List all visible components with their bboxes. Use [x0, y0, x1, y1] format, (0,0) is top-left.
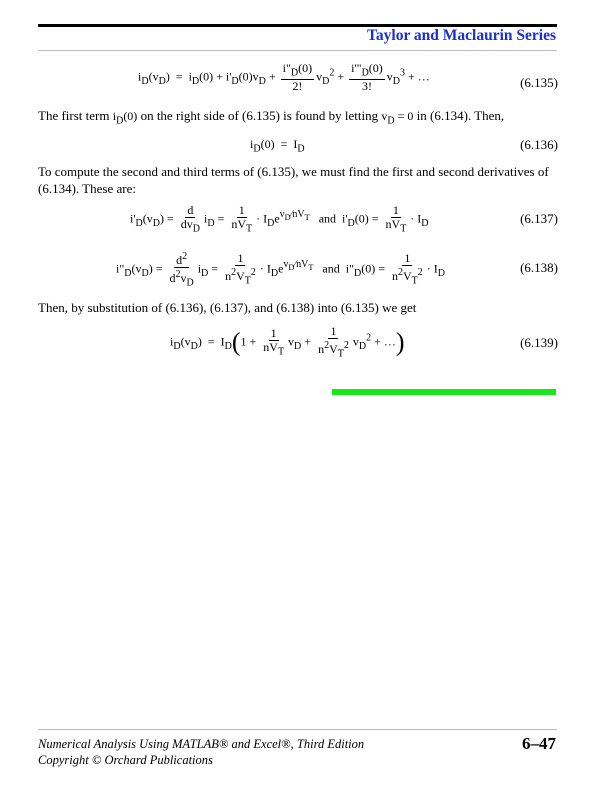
accent-bar [332, 389, 556, 395]
footer-copyright: Copyright © Orchard Publications [38, 753, 213, 767]
equation-number-6-138: (6.138) [520, 260, 558, 275]
equation-number-6-135: (6.135) [520, 75, 558, 90]
footer-divider [38, 729, 557, 730]
inline-math-iD0: $i_D(0)$ [112, 109, 138, 127]
paragraph-derivatives: To compute the second and third terms of (6.135), we must find the first and second derivatives of (6.134). These are: [38, 164, 549, 196]
equation-6-138: $i"_D(v_D)$ = $\frac{d^2}{d^2v_D}$ $i_D$ = $\frac{1}{n^2V_T^2}$ · $I_De^{v_D⁄nV_T}$ and $i"_D(0)$ = $\frac{1}{n^2V_T^2}$ · $I_D$ [116, 251, 445, 289]
and-word: and [322, 261, 340, 276]
page-header-title: Taylor and Maclaurin Series [366, 27, 556, 44]
paragraph-text: The first term [38, 108, 110, 123]
paragraph-text: in (6.134). Then, [416, 108, 505, 123]
paragraph-first-term [38, 107, 558, 129]
paragraph-text: on the right side of (6.135) is found by letting [140, 108, 379, 123]
inline-math-vD0: $v_D = 0$ [381, 109, 414, 127]
equation-number-6-137: (6.137) [520, 211, 558, 226]
header-divider [38, 50, 557, 51]
equation-number-6-139: (6.139) [520, 335, 558, 350]
equation-6-136: $i_D(0) = I_D$ [250, 137, 305, 155]
equation-number-6-136: (6.136) [520, 137, 558, 152]
equation-6-135: $i_D(v_D) = i_D(0) + i'_D(0)v_D$ + $\frac{i"_D(0)}{2!}$ $v_D^2$ + $\frac{i'"_D(0)}{3!}$ $v_D^3$ + … [138, 61, 430, 94]
equation-6-137: $i'_D(v_D)$ = d $dv_D$ $i_D$ = 1 $nV_T$ · $I_De^{v_D⁄nV_T}$ and $i'_D(0)$ = 1 $nV_T$ · $I_D$ [130, 203, 429, 235]
footer-book-title: Numerical Analysis Using MATLAB® and Excel®, Third Edition [38, 737, 365, 751]
equation-6-139: $i_D(v_D) = I_D(1$ + 1 $nV_T$ $v_D$ + $\frac{1}{n^2V_T^2}$ $v_D^2$ + …) [170, 324, 405, 360]
paragraph-substitution: Then, by substitution of (6.136), (6.137), and (6.138) into (6.135) we get [38, 300, 417, 315]
page-number: 6–47 [522, 734, 556, 753]
and-word: and [318, 211, 337, 226]
